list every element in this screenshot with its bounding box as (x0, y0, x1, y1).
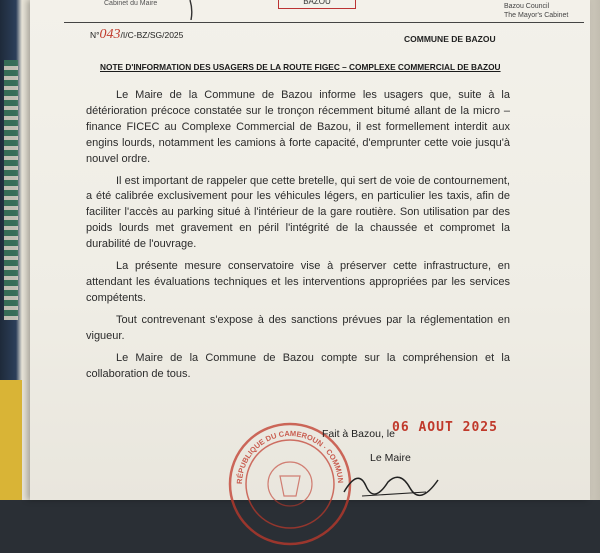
document-title: NOTE D'INFORMATION DES USAGERS DE LA ROUTE FIGEC – COMPLEXE COMMERCIAL DE BAZOU (100, 62, 501, 72)
header-right-block (504, 2, 578, 20)
reference-number (90, 27, 183, 43)
background-stripe (4, 60, 18, 320)
reference-suffix: /I/C-BZ/SG/2025 (120, 30, 184, 40)
paragraph: Tout contrevenant s'expose à des sanctions prévues par la réglementation en vigueur. (86, 313, 510, 342)
header-divider (64, 22, 584, 23)
reference-prefix: N° (90, 30, 100, 40)
header-left-text: Cabinet du Maire (104, 0, 158, 7)
header-right-line2: The Mayor's Cabinet (504, 12, 569, 19)
paragraph: Il est important de rappeler que cette bretelle, qui sert de voie de contournement, a été calibrée exclusivement pour les véhicules légers, en particulier les taxis, afin de faciliter l'accès au parking situé à l'intérieur de la gare routière. Son utilisation par des poids lourds met gravement en péril l'intégrité de la chaussée et compromet la durabilité de l'ouvrage. (86, 174, 510, 251)
paragraph: Le Maire de la Commune de Bazou compte sur la compréhension et la collaboration de tous. (86, 351, 510, 380)
paragraph: La présente mesure conservatoire vise à préserver cette infrastructure, en attendant les évaluations techniques et les interventions appropriées par les services compétents. (86, 260, 510, 304)
signatory-title: Le Maire (370, 452, 411, 464)
seal-text: RÉPUBLIQUE DU CAMEROUN · COMMUN (234, 428, 346, 485)
background-yellow-folder (0, 380, 22, 500)
document-body (86, 88, 510, 388)
header-right-line1: Bazou Council (504, 3, 550, 10)
commune-heading: COMMUNE DE BAZOU (404, 34, 496, 44)
header-center-box: BAZOU (278, 0, 356, 9)
reference-handwritten-number: 043 (99, 27, 121, 42)
date-stamp: 06 AOUT 2025 (392, 420, 498, 435)
paragraph: Le Maire de la Commune de Bazou informe les usagers que, suite à la détérioration précoce constatée sur le tronçon récemment bitumé allant de la micro – finance FICEC au Complexe Commercial de Bazou, il est formellement interdit aux engins lourds, notamment les camions à forte capacité, d'emprunter cette voie jusqu'à nouvel ordre. (86, 89, 510, 165)
signoff-place: Fait à Bazou, le (322, 428, 395, 440)
